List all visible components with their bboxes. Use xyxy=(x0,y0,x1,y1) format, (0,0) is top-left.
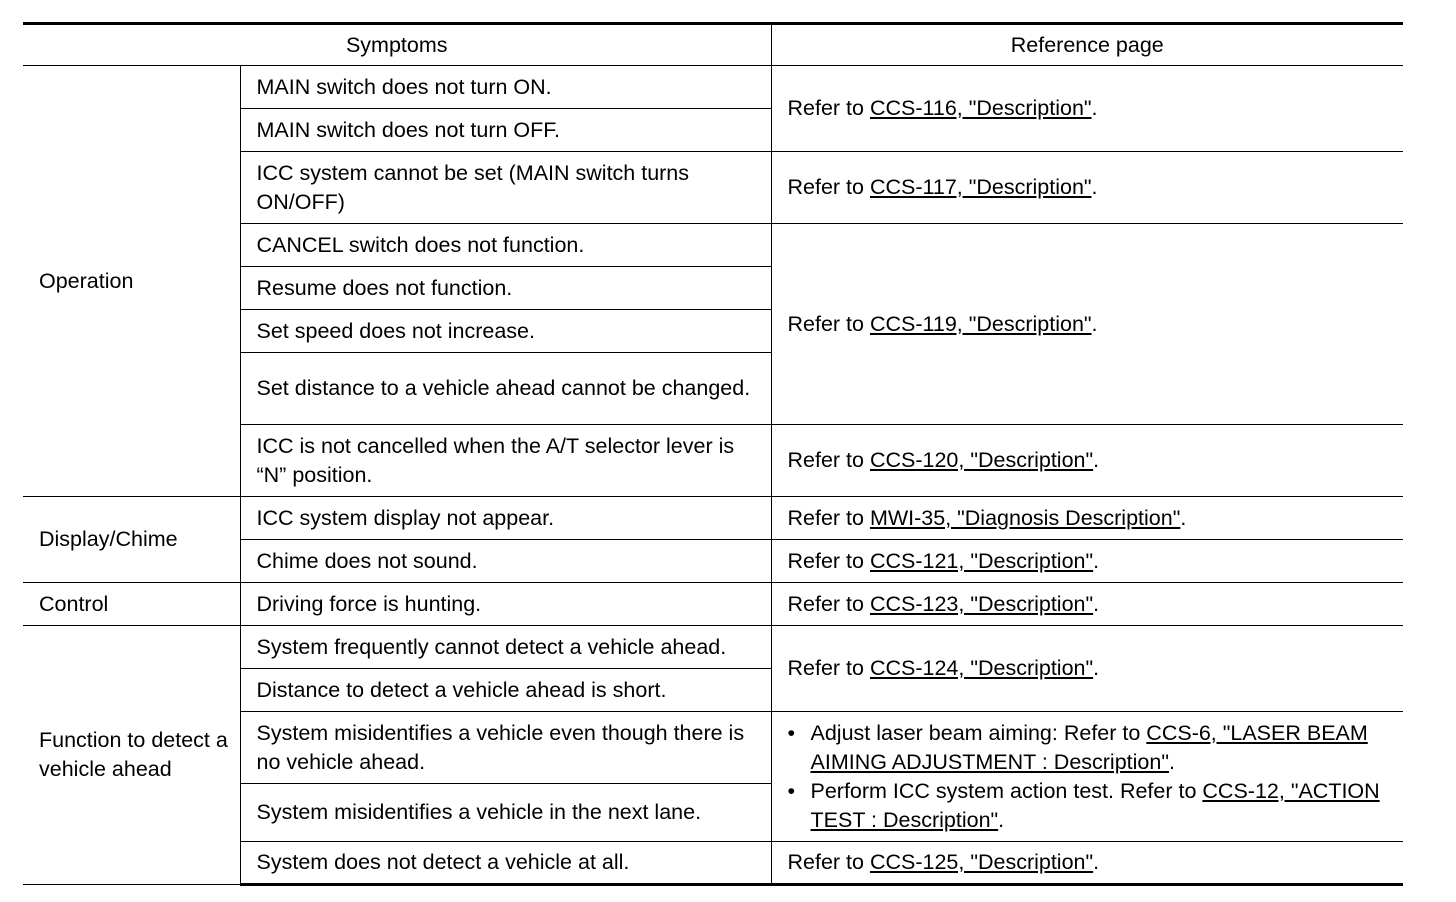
category-control: Control xyxy=(23,583,240,626)
ref-suffix: . xyxy=(998,807,1005,832)
ref-link-ccs-116[interactable]: CCS-116, "Description" xyxy=(869,96,1092,120)
reference-cell xyxy=(771,497,1403,540)
reference-header: Reference page xyxy=(771,24,1403,66)
reference-cell xyxy=(771,842,1403,885)
reference-cell xyxy=(771,583,1403,626)
reference-cell xyxy=(771,540,1403,583)
ref-link-ccs-125[interactable]: CCS-125, "Description" xyxy=(869,850,1094,874)
ref-suffix: . xyxy=(1168,749,1175,774)
reference-cell xyxy=(771,224,1403,425)
ref-suffix: . xyxy=(1091,175,1098,199)
refer-prefix: Refer to xyxy=(787,175,870,199)
symptom-cell: System frequently cannot detect a vehicle ahead. xyxy=(240,626,771,669)
refer-prefix: Refer to xyxy=(787,505,870,530)
ref-suffix: . xyxy=(1093,850,1100,874)
symptom-cell: MAIN switch does not turn OFF. xyxy=(240,109,771,152)
bullet-icon: • xyxy=(787,778,796,803)
symptom-cell: System does not detect a vehicle at all. xyxy=(240,842,771,885)
refer-prefix: Refer to xyxy=(787,591,870,616)
symptoms-header: Symptoms xyxy=(23,24,771,66)
symptom-cell: ICC is not cancelled when the A/T selector lever is “N” position. xyxy=(240,425,771,497)
reference-cell xyxy=(771,626,1403,712)
symptom-cell: System misidentifies a vehicle even though there is no vehicle ahead. xyxy=(240,712,771,784)
table-row xyxy=(23,66,1403,109)
ref-link-ccs-120[interactable]: CCS-120, "Description" xyxy=(869,448,1094,472)
reference-cell xyxy=(771,66,1403,152)
ref-link-ccs-119[interactable]: CCS-119, "Description" xyxy=(869,311,1092,336)
ref-suffix: . xyxy=(1093,448,1100,472)
symptom-cell: CANCEL switch does not function. xyxy=(240,224,771,267)
symptom-cell: Set distance to a vehicle ahead cannot be changed. xyxy=(240,353,771,425)
ref-link-ccs-121[interactable]: CCS-121, "Description" xyxy=(869,548,1094,573)
ref-suffix: . xyxy=(1091,311,1098,336)
refer-prefix: Refer to xyxy=(787,850,870,874)
bullet-text: Perform ICC system action test. Refer to xyxy=(810,778,1203,803)
reference-cell xyxy=(771,425,1403,497)
symptom-cell: Driving force is hunting. xyxy=(240,583,771,626)
ref-suffix: . xyxy=(1093,548,1100,573)
bullet-list xyxy=(788,719,1396,835)
table-row xyxy=(23,626,1403,669)
symptom-cell: Set speed does not increase. xyxy=(240,310,771,353)
bullet-text: Adjust laser beam aiming: Refer to xyxy=(810,720,1147,745)
category-operation: Operation xyxy=(23,66,240,497)
ref-suffix: . xyxy=(1093,656,1100,680)
symptom-cell: ICC system display not appear. xyxy=(240,497,771,540)
symptom-cell: Distance to detect a vehicle ahead is short. xyxy=(240,669,771,712)
symptom-cell: System misidentifies a vehicle in the next lane. xyxy=(240,784,771,842)
symptom-cell: Chime does not sound. xyxy=(240,540,771,583)
category-display-chime: Display/Chime xyxy=(23,497,240,583)
symptoms-table xyxy=(23,22,1403,886)
symptom-cell: Resume does not function. xyxy=(240,267,771,310)
reference-cell-bullets xyxy=(771,712,1403,842)
table-row xyxy=(23,583,1403,626)
symptom-cell: ICC system cannot be set (MAIN switch turns ON/OFF) xyxy=(240,152,771,224)
refer-prefix: Refer to xyxy=(787,96,870,120)
ref-link-ccs-12[interactable]: CCS-12, "ACTION TEST : Description" xyxy=(810,778,1380,832)
ref-suffix: . xyxy=(1091,96,1098,120)
ref-suffix: . xyxy=(1093,591,1100,616)
table-row xyxy=(23,497,1403,540)
refer-prefix: Refer to xyxy=(787,548,870,573)
refer-prefix: Refer to xyxy=(787,656,870,680)
bullet-icon: • xyxy=(787,720,796,745)
header-row xyxy=(23,24,1403,66)
reference-cell xyxy=(771,152,1403,224)
category-detect-vehicle: Function to detect a vehicle ahead xyxy=(23,626,240,885)
ref-link-mwi-35[interactable]: MWI-35, "Diagnosis Description" xyxy=(869,505,1181,530)
ref-link-ccs-124[interactable]: CCS-124, "Description" xyxy=(869,656,1094,680)
ref-link-ccs-117[interactable]: CCS-117, "Description" xyxy=(869,175,1092,199)
ref-link-ccs-123[interactable]: CCS-123, "Description" xyxy=(869,591,1094,616)
ref-suffix: . xyxy=(1180,505,1187,530)
refer-prefix: Refer to xyxy=(787,448,870,472)
ref-link-ccs-6[interactable]: CCS-6, "LASER BEAM AIMING ADJUSTMENT : Description" xyxy=(810,720,1368,774)
refer-prefix: Refer to xyxy=(787,311,870,336)
list-item xyxy=(788,719,1396,777)
list-item xyxy=(788,777,1396,835)
symptom-cell: MAIN switch does not turn ON. xyxy=(240,66,771,109)
